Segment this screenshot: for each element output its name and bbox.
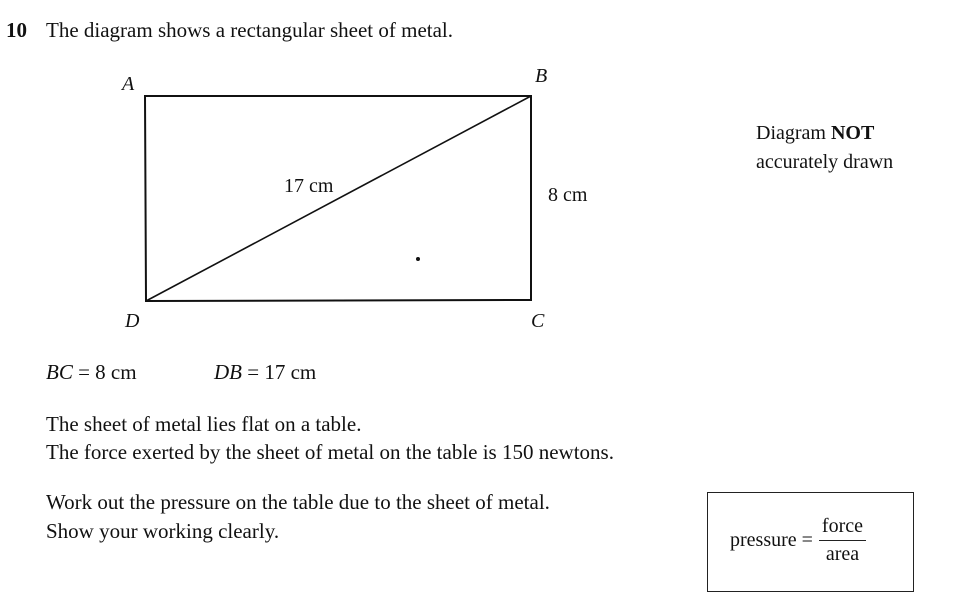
question-number: 10 bbox=[6, 18, 27, 42]
formula-denominator: area bbox=[825, 543, 860, 565]
given-db-value: = 17 cm bbox=[242, 360, 317, 384]
note-prefix: Diagram bbox=[756, 122, 826, 144]
pressure-formula bbox=[730, 515, 866, 566]
not-to-scale-note bbox=[756, 119, 893, 177]
note-bold: NOT bbox=[830, 122, 875, 144]
formula-box bbox=[707, 492, 914, 592]
side-length-label: 8 cm bbox=[548, 184, 588, 206]
given-bc bbox=[46, 360, 137, 385]
given-bc-var: BC bbox=[46, 360, 73, 384]
formula-numerator: force bbox=[819, 515, 866, 541]
formula-fraction bbox=[819, 515, 866, 566]
diagonal-length-label: 17 cm bbox=[284, 175, 334, 197]
vertex-d-label: D bbox=[125, 310, 140, 332]
stray-dot bbox=[416, 257, 420, 261]
question-intro: The diagram shows a rectangular sheet of metal. bbox=[46, 18, 454, 42]
statement-line-1: The sheet of metal lies flat on a table. bbox=[46, 412, 362, 436]
instruction-line-2: Show your working clearly. bbox=[46, 519, 280, 543]
formula-lhs: pressure = bbox=[730, 529, 813, 551]
given-db bbox=[214, 360, 316, 385]
statement-line-2: The force exerted by the sheet of metal on the table is 150 newtons. bbox=[46, 440, 614, 464]
instruction-line-1: Work out the pressure on the table due to the sheet of metal. bbox=[46, 490, 550, 514]
vertex-c-label: C bbox=[531, 310, 545, 332]
vertex-b-label: B bbox=[535, 65, 548, 87]
given-bc-value: = 8 cm bbox=[72, 360, 137, 384]
diagonal-db bbox=[146, 96, 531, 301]
note-suffix: accurately drawn bbox=[756, 151, 894, 173]
vertex-a-label: A bbox=[122, 73, 135, 95]
given-db-var: DB bbox=[214, 360, 242, 384]
